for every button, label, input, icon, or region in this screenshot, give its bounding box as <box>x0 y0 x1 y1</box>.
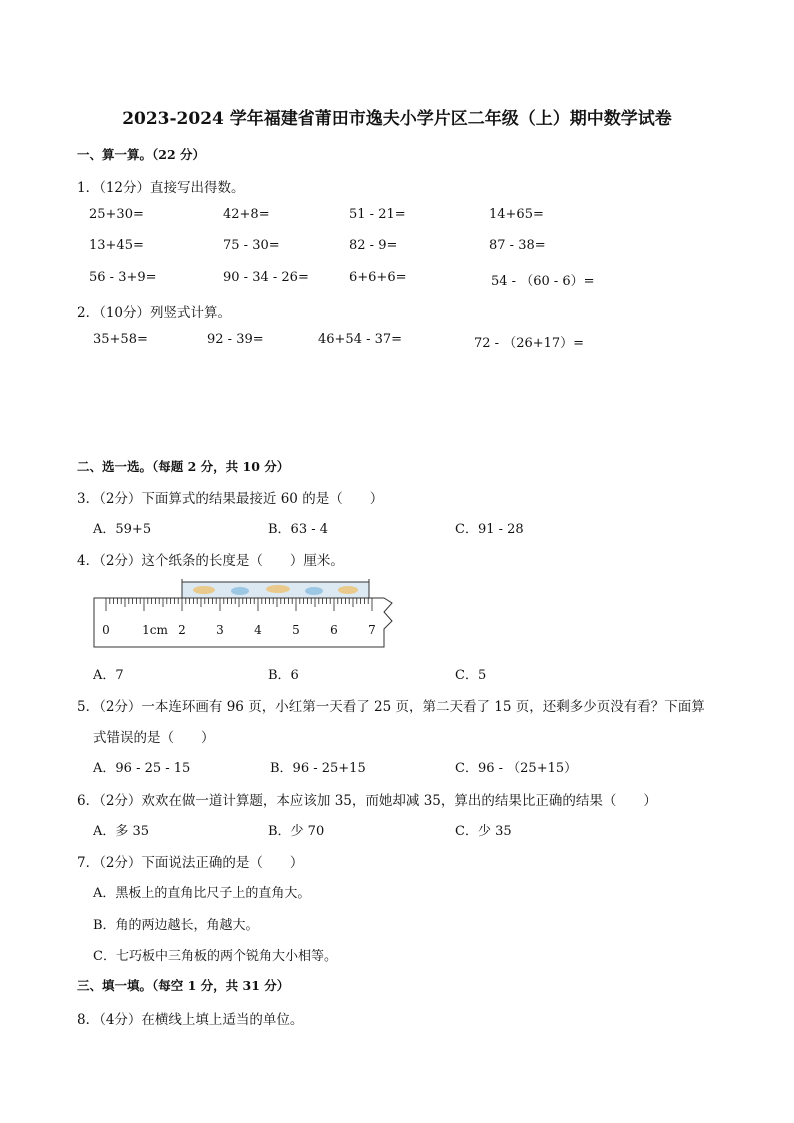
question-8-stem: 8．（4分）在横线上填上适当的单位。 <box>77 1012 304 1028</box>
calc-item: 51 - 21= <box>349 207 406 222</box>
option: C．七巧板中三角板的两个锐角大小相等。 <box>93 949 337 964</box>
question-7-stem: 7．（2分）下面说法正确的是（ ） <box>77 855 304 871</box>
ruler-label: 2 <box>178 623 186 637</box>
question-4-stem: 4．（2分）这个纸条的长度是（ ）厘米。 <box>77 553 344 569</box>
option: C．96 - （25+15） <box>455 761 578 776</box>
calc-item: 13+45= <box>89 238 144 253</box>
question-3-stem: 3．（2分）下面算式的结果最接近 60 的是（ ） <box>77 491 384 507</box>
calc-item: 75 - 30= <box>223 238 280 253</box>
calc-item: 92 - 39= <box>207 332 264 347</box>
option: B．角的两边越长，角越大。 <box>93 918 259 933</box>
question-1-stem: 1．（12分）直接写出得数。 <box>77 180 245 196</box>
option: A．黑板上的直角比尺子上的直角大。 <box>93 886 311 901</box>
calc-item: 82 - 9= <box>349 238 398 253</box>
calc-item: 42+8= <box>223 207 270 222</box>
question-2-stem: 2．（10分）列竖式计算。 <box>77 305 232 321</box>
ruler-label: 4 <box>254 623 262 637</box>
option: B．63 - 4 <box>268 522 329 537</box>
question-5-stem-cont: 式错误的是（ ） <box>93 730 215 746</box>
option: B．6 <box>268 668 299 683</box>
ruler-label: 5 <box>292 623 300 637</box>
calc-item: 87 - 38= <box>489 238 546 253</box>
option: C．91 - 28 <box>455 522 524 537</box>
ruler-body <box>94 598 392 647</box>
ruler-label: 1cm <box>142 623 168 637</box>
option: B．少 70 <box>268 824 325 839</box>
ruler-figure <box>92 579 402 651</box>
calc-item: 90 - 34 - 26= <box>223 270 309 285</box>
calc-item: 56 - 3+9= <box>89 270 157 285</box>
option: A．7 <box>93 668 124 683</box>
option: A．多 35 <box>93 824 150 839</box>
question-6-stem: 6．（2分）欢欢在做一道计算题，本应该加 35，而她却减 35，算出的结果比正确的结果（ ） <box>77 793 657 809</box>
page-title: 2023-2024 学年福建省莆田市逸夫小学片区二年级（上）期中数学试卷 <box>122 109 672 129</box>
option: A．59+5 <box>93 522 152 537</box>
calc-item: 35+58= <box>93 332 148 347</box>
section-heading: 二、选一选。（每题 2 分，共 10 分） <box>77 459 290 474</box>
ruler-label: 7 <box>368 623 376 637</box>
calc-item: 72 - （26+17）= <box>474 336 585 351</box>
calc-item: 46+54 - 37= <box>318 332 403 347</box>
paper-strip <box>182 579 369 598</box>
ruler-label: 6 <box>330 623 338 637</box>
option: A．96 - 25 - 15 <box>93 761 191 776</box>
calc-item: 6+6+6= <box>349 270 407 285</box>
option: B．96 - 25+15 <box>270 761 366 776</box>
question-5-stem: 5．（2分）一本连环画有 96 页，小红第一天看了 25 页，第二天看了 15 页，还剩多少页没有看？下面算 <box>77 699 705 715</box>
calc-item: 25+30= <box>89 207 144 222</box>
option: C．少 35 <box>455 824 512 839</box>
section-heading: 一、算一算。（22 分） <box>77 147 205 162</box>
ruler-label: 3 <box>216 623 224 637</box>
calc-item: 14+65= <box>489 207 544 222</box>
calc-item: 54 - （60 - 6）= <box>491 274 595 289</box>
section-heading: 三、填一填。（每空 1 分，共 31 分） <box>77 978 290 993</box>
option: C．5 <box>455 668 487 683</box>
ruler-label: 0 <box>102 623 110 637</box>
